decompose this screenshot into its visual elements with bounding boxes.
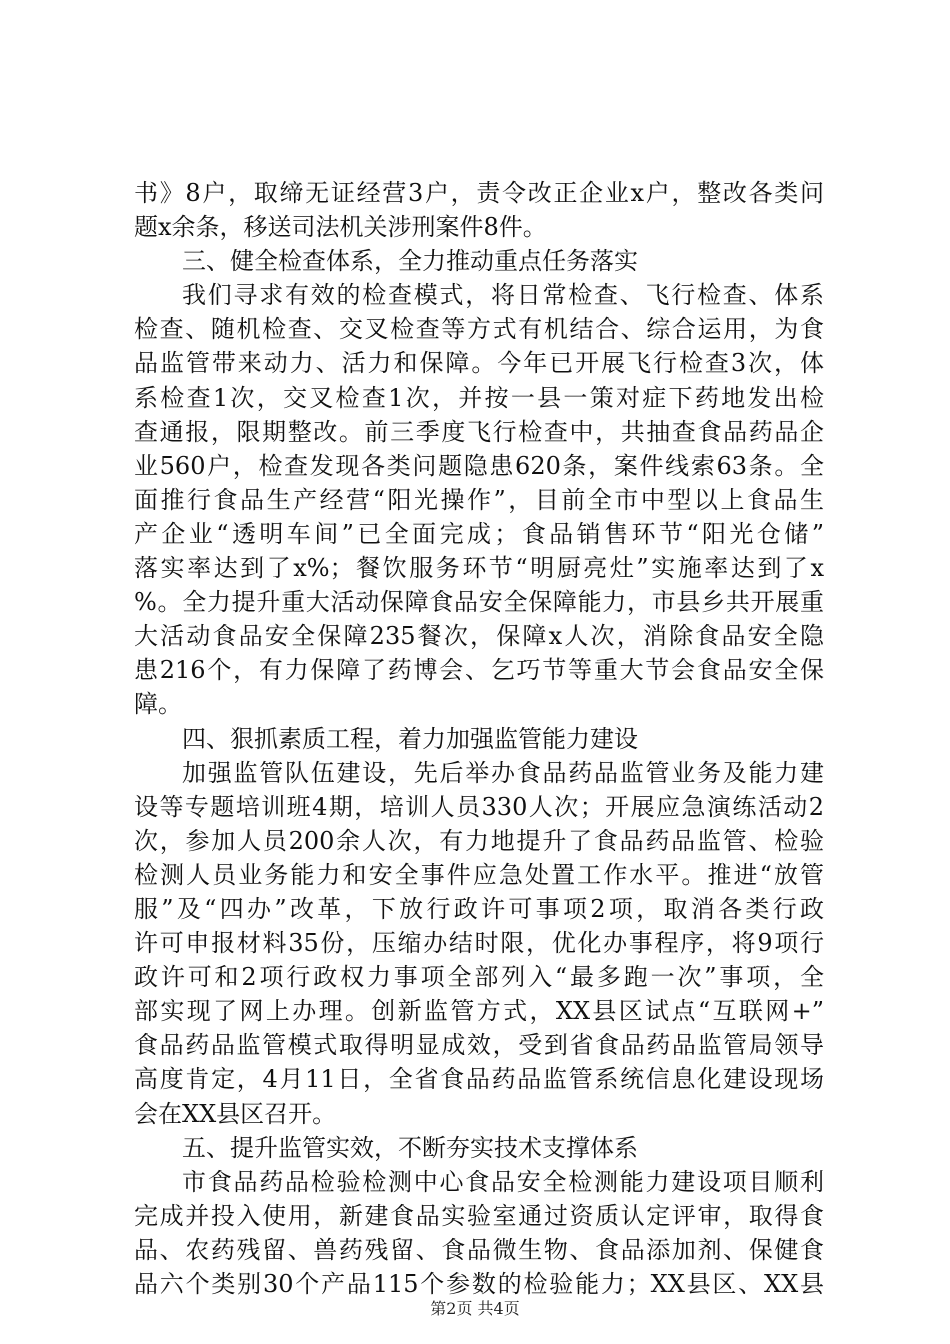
- text-line: 查通报，限期整改。前三季度飞行检查中，共抽查食品药品企: [134, 417, 824, 446]
- text-line: 市食品药品检验检测中心食品安全检测能力建设项目顺利: [182, 1167, 824, 1196]
- text-line: 次，参加人员200余人次，有力地提升了食品药品监管、检验: [134, 826, 824, 855]
- text-line: 业560户，检查发现各类问题隐患620条，案件线索63条。全: [134, 451, 824, 480]
- text-line: 品六个类别30个产品115个参数的检验能力；XX县区、XX县: [134, 1270, 824, 1298]
- text-line: 我们寻求有效的检查模式，将日常检查、飞行检查、体系: [182, 281, 824, 310]
- text-line: 大活动食品安全保障235餐次，保障x人次，消除食品安全隐: [134, 622, 824, 651]
- text-line: 品、农药残留、兽药残留、食品微生物、食品添加剂、保健食: [134, 1235, 824, 1264]
- text-line: 四、狠抓素质工程，着力加强监管能力建设: [182, 724, 638, 753]
- page-footer: 第2页 共4页: [430, 1299, 520, 1318]
- text-line: 检查、随机检查、交叉检查等方式有机结合、综合运用，为食: [134, 315, 824, 344]
- text-line: 品监管带来动力、活力和保障。今年已开展飞行检查3次，体: [134, 349, 824, 378]
- text-line: 高度肯定，4月11日，全省食品药品监管系统信息化建设现场: [134, 1065, 824, 1094]
- text-line: 加强监管队伍建设，先后举办食品药品监管业务及能力建: [182, 758, 824, 787]
- text-line: 面推行食品生产经营“阳光操作”，目前全市中型以上食品生: [134, 485, 824, 514]
- text-line: 政许可和2项行政权力事项全部列入“最多跑一次”事项，全: [134, 963, 824, 992]
- text-line: 部实现了网上办理。创新监管方式，XX县区试点“互联网+”: [134, 997, 824, 1026]
- text-line: 障。: [134, 690, 182, 719]
- text-line: 食品药品监管模式取得明显成效，受到省食品药品监管局领导: [134, 1031, 824, 1060]
- text-line: 题x余条，移送司法机关涉刑案件8件。: [134, 213, 547, 242]
- text-line: 落实率达到了x%；餐饮服务环节“明厨亮灶”实施率达到了x: [134, 554, 824, 583]
- text-line: 书》8户，取缔无证经营3户，责令改正企业x户，整改各类问: [134, 179, 824, 207]
- text-line: 系检查1次，交叉检查1次，并按一县一策对症下药地发出检: [134, 383, 824, 412]
- text-line: 设等专题培训班4期，培训人员330人次；开展应急演练活动2: [134, 792, 824, 821]
- text-line: 患216个，有力保障了药博会、乞巧节等重大节会食品安全保: [134, 656, 824, 685]
- document-body: [134, 176, 824, 1301]
- text-line: 服”及“四办”改革，下放行政许可事项2项，取消各类行政: [134, 894, 824, 923]
- text-line: 会在XX县区召开。: [134, 1099, 337, 1128]
- text-line: 完成并投入使用，新建食品实验室通过资质认定评审，取得食: [134, 1201, 824, 1230]
- text-line: 三、健全检查体系，全力推动重点任务落实: [182, 247, 638, 276]
- text-line: 检测人员业务能力和安全事件应急处置工作水平。推进“放管: [134, 860, 824, 889]
- text-line: 产企业“透明车间”已全面完成；食品销售环节“阳光仓储”: [134, 519, 824, 548]
- text-line: 五、提升监管实效，不断夯实技术支撑体系: [182, 1133, 638, 1162]
- text-line: 许可申报材料35份，压缩办结时限，优化办事程序，将9项行: [134, 929, 824, 958]
- text-line: %。全力提升重大活动保障食品安全保障能力，市县乡共开展重: [134, 588, 824, 617]
